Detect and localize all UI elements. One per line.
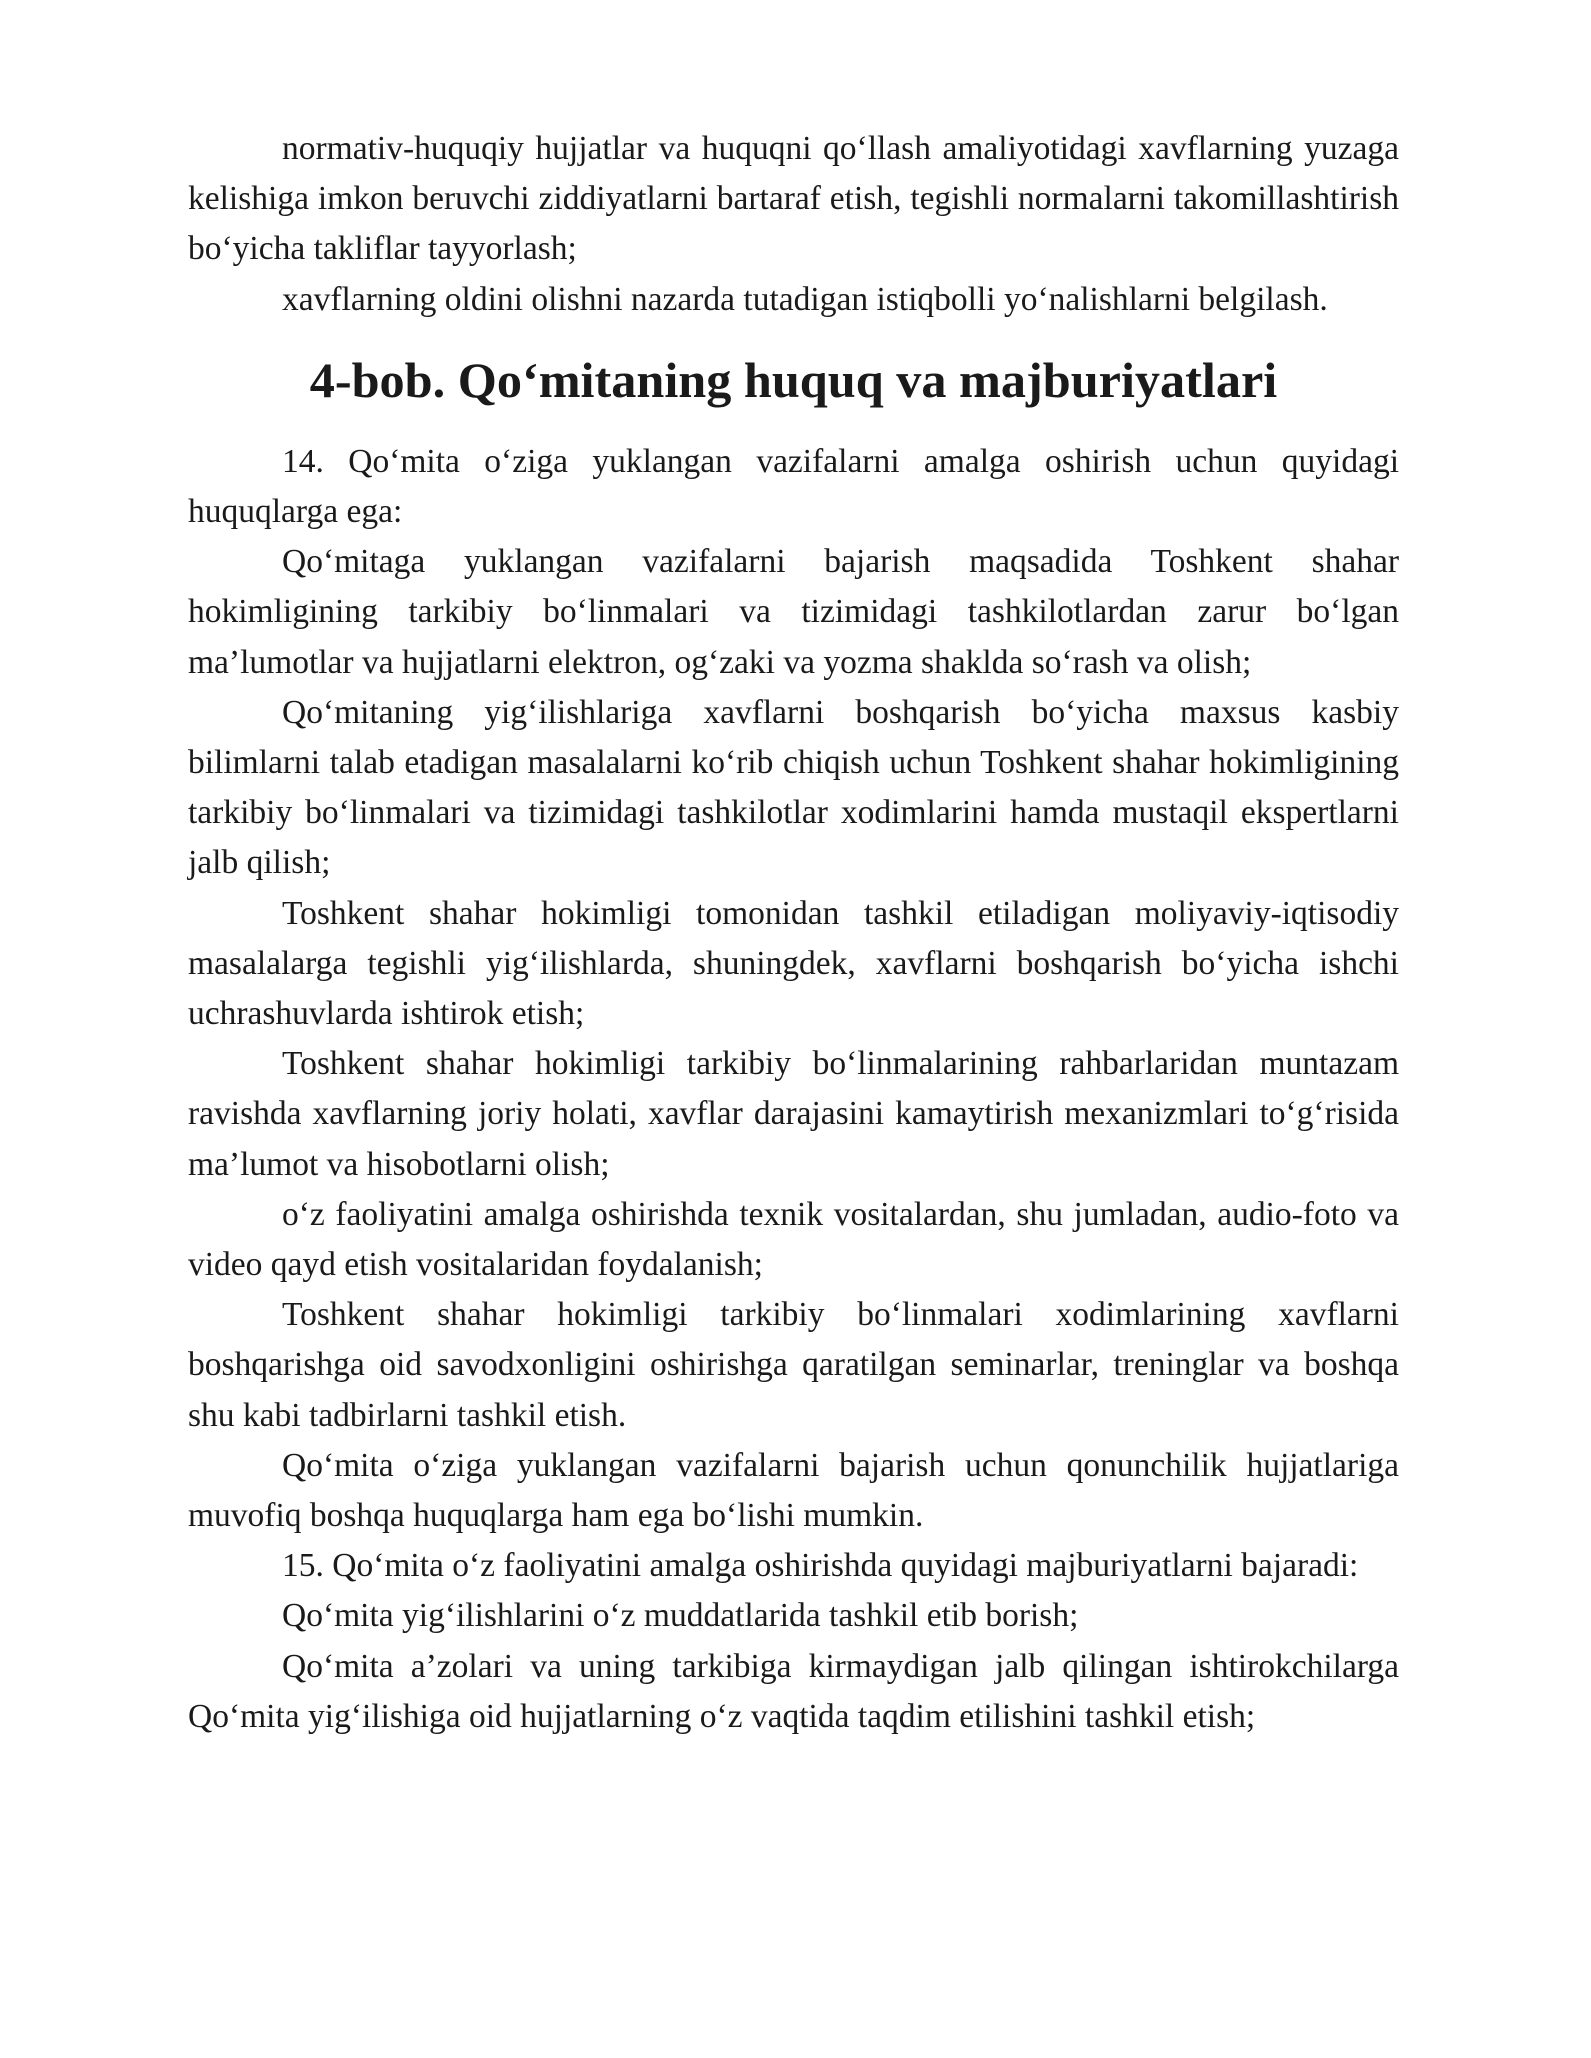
paragraph: Qo‘mitaga yuklangan vazifalarni bajarish maqsadida Toshkent shahar hokimligining tarkibiy bo‘linmalari va tizimidagi tashkilotlardan zarur bo‘lgan ma’lumotlar va hujjatlarni elektron, og‘zaki va yozma shakldа so‘rash va olish; <box>188 543 1399 681</box>
paragraph: Qo‘mita o‘ziga yuklangan vazifalarni bajarish uchun qonunchilik hujjatlariga muvofiq boshqa huquqlarga ham ega bo‘lishi mumkin. <box>188 1446 1399 1535</box>
paragraph: o‘z faoliyatini amalga oshirishda texnik vositalardan, shu jumladan, audio-foto va video qayd etish vositalaridan foydalanish; <box>188 1195 1399 1284</box>
paragraph: Qo‘mita a’zolari va uning tarkibiga kirmaydigan jalb qilingan ishtirokchilarga Qo‘mita yig‘ilishiga oid hujjatlarning o‘z vaqtida taqdim etilishini tashkil etish; <box>188 1647 1399 1735</box>
paragraph: 15. Qo‘mita o‘z faoliyatini amalga oshirishda quyidagi majburiyatlarni bajaradi: <box>282 1547 1359 1585</box>
paragraph: 14. Qo‘mita o‘ziga yuklangan vazifalarni amalga oshirish uchun quyidagi huquqlarga ega: <box>188 442 1399 531</box>
paragraph: Qo‘mita yig‘ilishlarini o‘z muddatlarida tashkil etib borish; <box>282 1597 1079 1635</box>
paragraph: Toshkent shahar hokimligi tarkibiy bo‘linmalarining rahbarlaridan muntazam ravishda xavflarning joriy holati, xavflar darajasini kamaytirish mexanizmlari to‘g‘risida ma’lumot va hisobotlarni olish; <box>188 1045 1399 1183</box>
paragraph: normativ-huquqiy hujjatlar va huquqni qo‘llash amaliyotidagi xavflarning yuzaga kelishiga imkon beruvchi ziddiyatlarni bartaraf etish, tegishli normalarni takomillashtirish bo‘yicha takliflar tayyorlash; <box>188 130 1399 268</box>
paragraph: xavflarning oldini olishni nazarda tutadigan istiqbolli yo‘nalishlarni belgilash. <box>282 280 1328 318</box>
paragraph: Qo‘mitaning yig‘ilishlariga xavflarni boshqarish bo‘yicha maxsus kasbiy bilimlarni talab etadigan masalalarni ko‘rib chiqish uchun Toshkent shahar hokimligining tarkibiy bo‘linmalari va tizimidagi tashkilotlar xodimlarini hamda mustaqil ekspertlarni jalb qilish; <box>188 693 1399 882</box>
chapter-heading: 4-bob. Qo‘mitaning huquq va majburiyatlari <box>309 351 1278 408</box>
paragraph: Toshkent shahar hokimligi tomonidan tashkil etiladigan moliyaviy-iqtisodiy masalalarga tegishli yig‘ilishlarda, shuningdek, xavflarni boshqarish bo‘yicha ishchi uchrashuvlarda ishtirok etish; <box>188 894 1399 1033</box>
document-page <box>188 124 1399 1742</box>
paragraph: Toshkent shahar hokimligi tarkibiy bo‘linmalari xodimlarining xavflarni boshqarishga oid savodxonligini oshirishga qaratilgan seminarlar, treninglar va boshqa shu kabi tadbirlarni tashkil etish. <box>188 1296 1399 1434</box>
